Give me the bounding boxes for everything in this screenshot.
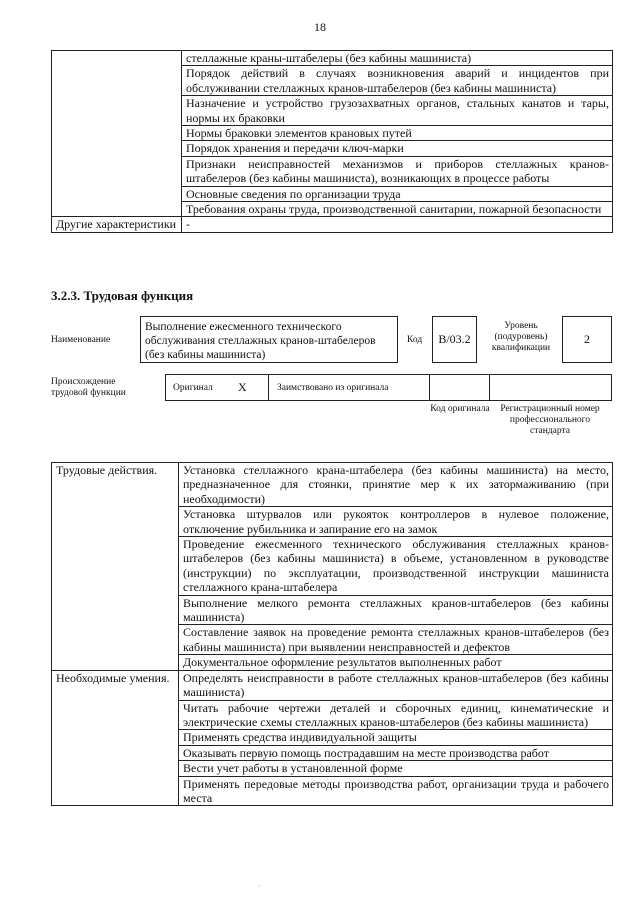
original-cell <box>165 374 269 401</box>
scan-mark: · <box>258 882 261 891</box>
origin-label: Происхождение трудовой функции <box>51 377 126 398</box>
origin-reg-cell <box>489 374 612 401</box>
section-title: 3.2.3. Трудовая функция <box>51 288 194 303</box>
knowledge-item: Нормы браковки элементов крановых путей <box>182 126 613 141</box>
table-row <box>52 217 613 232</box>
other-characteristics-label: Другие характеристики <box>52 217 182 232</box>
actions-label: Трудовые действия. <box>52 463 179 671</box>
function-code-box: B/03.2 <box>432 316 477 363</box>
action-item: Выполнение мелкого ремонта стеллажных кранов-штабелеров (без кабины машиниста) <box>179 595 613 625</box>
knowledge-item: Порядок действий в случаях возникновения аварий и инцидентов при обслуживании стеллажных кранов-штабелеров (без кабины машиниста) <box>182 66 613 96</box>
skill-item: Оказывать первую помощь пострадавшим на месте производства работ <box>179 745 613 760</box>
knowledge-item: Требования охраны труда, производственной санитарии, пожарной безопасности <box>182 202 613 217</box>
knowledge-item: Основные сведения по организации труда <box>182 186 613 201</box>
action-item: Документальное оформление результатов выполненных работ <box>179 655 613 670</box>
origin-code-cell <box>429 374 490 401</box>
original-mark: X <box>238 380 247 394</box>
action-item: Установка стеллажного крана-штабелера (без кабины машиниста) на место, предназначенное для стоянки, принятие мер к их затормаживанию (при необходимости) <box>179 463 613 507</box>
action-item: Составление заявок на проведение ремонта стеллажных кранов-штабелеров (без кабины машиниста) при выявлении неисправностей и дефектов <box>179 625 613 655</box>
knowledge-item: стеллажные краны-штабелеры (без кабины машиниста) <box>182 51 613 66</box>
skill-item: Применять передовые методы производства работ, организации труда и рабочего места <box>179 776 613 806</box>
page-number: 18 <box>314 20 326 34</box>
action-item: Установка штурвалов или рукояток контроллеров в нулевое положение, отключение рубильника и запирание его на замок <box>179 507 613 537</box>
level-value-box: 2 <box>562 316 612 363</box>
label-cell-empty <box>52 51 182 217</box>
original-label: Оригинал <box>173 383 213 393</box>
origin-reg-caption: Регистрационный номер профессионального стандарта <box>500 404 600 436</box>
code-label: Код <box>407 335 423 345</box>
knowledge-item: Признаки неисправностей механизмов и приборов стеллажных кранов-штабелеров (без кабины машиниста), возникающих в процессе работы <box>182 156 613 186</box>
action-item: Проведение ежесменного технического обслуживания стеллажных кранов-штабелеров (без кабины машиниста) в объеме, установленном в руководстве (инструкции) по эксплуатации, производственной инструкции машиниста стеллажного крана-штабелера <box>179 537 613 596</box>
origin-code-caption: Код оригинала <box>430 404 490 414</box>
name-label: Наименование <box>51 335 111 345</box>
skill-item: Вести учет работы в установленной форме <box>179 761 613 776</box>
borrowed-label: Заимствовано из оригинала <box>277 383 389 393</box>
knowledge-table <box>51 50 613 233</box>
skill-item: Определять неисправности в работе стеллажных кранов-штабелеров (без кабины машиниста) <box>179 670 613 700</box>
level-label: Уровень (подуровень) квалификации <box>491 321 551 353</box>
table-row <box>52 51 613 66</box>
details-table <box>51 462 613 806</box>
knowledge-item: Назначение и устройство грузозахватных органов, стальных канатов и тары, нормы их браковки <box>182 96 613 126</box>
other-characteristics-value: - <box>182 217 613 232</box>
table-row <box>52 463 613 507</box>
skills-label: Необходимые умения. <box>52 670 179 806</box>
knowledge-item: Порядок хранения и передачи ключ-марки <box>182 141 613 156</box>
table-row <box>52 670 613 700</box>
borrowed-cell <box>268 374 430 401</box>
skill-item: Применять средства индивидуальной защиты <box>179 730 613 745</box>
function-name-box: Выполнение ежесменного технического обслуживания стеллажных кранов-штабелеров (без кабины машиниста) <box>140 316 398 363</box>
skill-item: Читать рабочие чертежи деталей и сборочных единиц, кинематические и электрические схемы стеллажных кранов-штабелеров (без кабины машиниста) <box>179 700 613 730</box>
